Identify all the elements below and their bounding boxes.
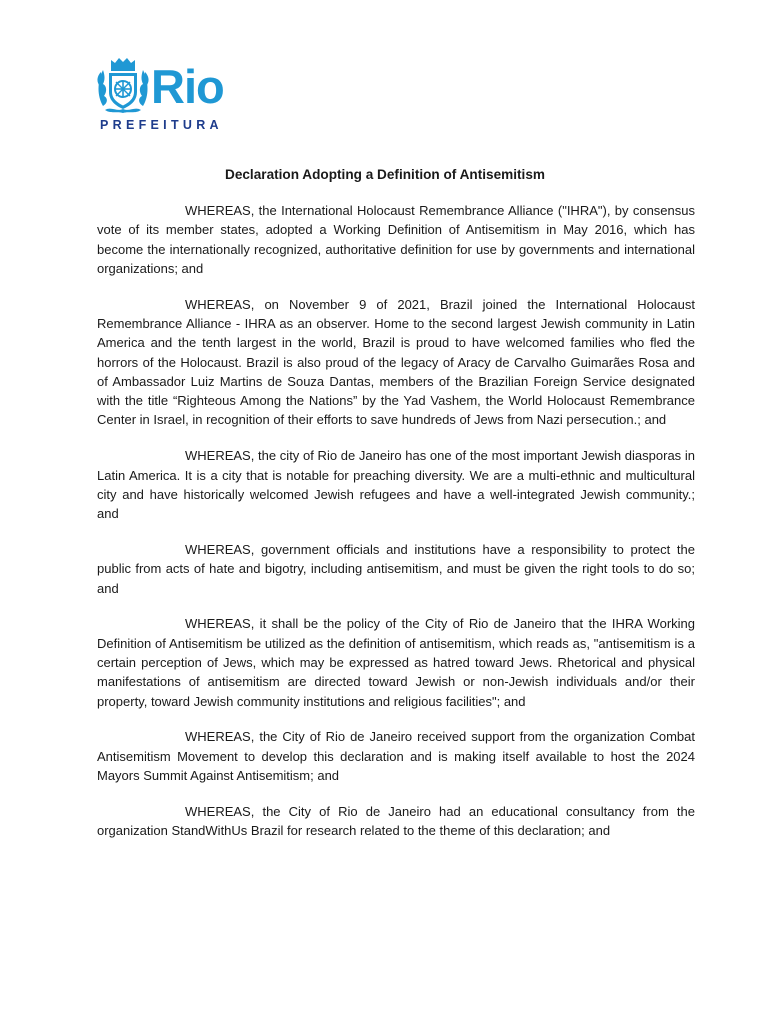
whereas-paragraph-4: WHEREAS, government officials and institutions have a responsibility to protect the public from acts of hate and bigotry, including antisemitism, and must be given the right tools to do so; and bbox=[97, 541, 695, 596]
logo-wordmark: Rio bbox=[151, 60, 224, 113]
prefeitura-rio-logo bbox=[97, 56, 247, 136]
logo-subtitle: PREFEITURA bbox=[100, 118, 223, 132]
rio-coat-of-arms-icon bbox=[97, 56, 149, 114]
whereas-paragraph-6: WHEREAS, the City of Rio de Janeiro received support from the organization Combat Antisemitism Movement to develop this declaration and is making itself available to host the 2024 Mayors Summit Against Antisemitism; and bbox=[97, 729, 695, 783]
whereas-paragraph-2: WHEREAS, on November 9 of 2021, Brazil joined the International Holocaust Remembrance Alliance - IHRA as an observer. Home to the second largest Jewish community in Latin America and the tenth largest in the world, Brazil is proud to have welcomed families who fled the horrors of the Holocaust. Brazil is also proud of the legacy of Aracy de Carvalho Guimarães Rosa and of Ambassador Luiz Martins de Souza Dantas, members of the Brazilian Foreign Service designated with the title “Righteous Among the Nations” by the Yad Vashem, the World Holocaust Remembrance Center in Israel, in recognition of their efforts to save hundreds of Jews from Nazi persecution.; and bbox=[97, 296, 695, 428]
whereas-paragraph-3: WHEREAS, the city of Rio de Janeiro has one of the most important Jewish diasporas in Latin America. It is a city that is notable for preaching diversity. We are a multi-ethnic and multicultural city and have historically welcomed Jewish refugees and have a well-integrated Jewish community.; and bbox=[97, 448, 695, 522]
whereas-paragraph-7: WHEREAS, the City of Rio de Janeiro had an educational consultancy from the organization StandWithUs Brazil for research related to the theme of this declaration; and bbox=[97, 803, 695, 839]
whereas-paragraph-1: WHEREAS, the International Holocaust Remembrance Alliance ("IHRA"), by consensus vote of its member states, adopted a Working Definition of Antisemitism in May 2016, which has become the internationally recognized, authoritative definition for use by governments and international organizations; and bbox=[97, 203, 695, 276]
document-body bbox=[97, 201, 695, 857]
whereas-paragraph-5: WHEREAS, it shall be the policy of the City of Rio de Janeiro that the IHRA Working Definition of Antisemitism be utilized as the definition of antisemitism, which reads as, "antisemitism is a certain perception of Jews, which may be expressed as hatred toward Jews. Rhetorical and physical manifestations of antisemitism are directed toward Jewish or non-Jewish individuals and/or their property, toward Jewish community institutions and religious facilities"; and bbox=[97, 616, 695, 709]
document-title: Declaration Adopting a Definition of Antisemitism bbox=[225, 167, 545, 182]
